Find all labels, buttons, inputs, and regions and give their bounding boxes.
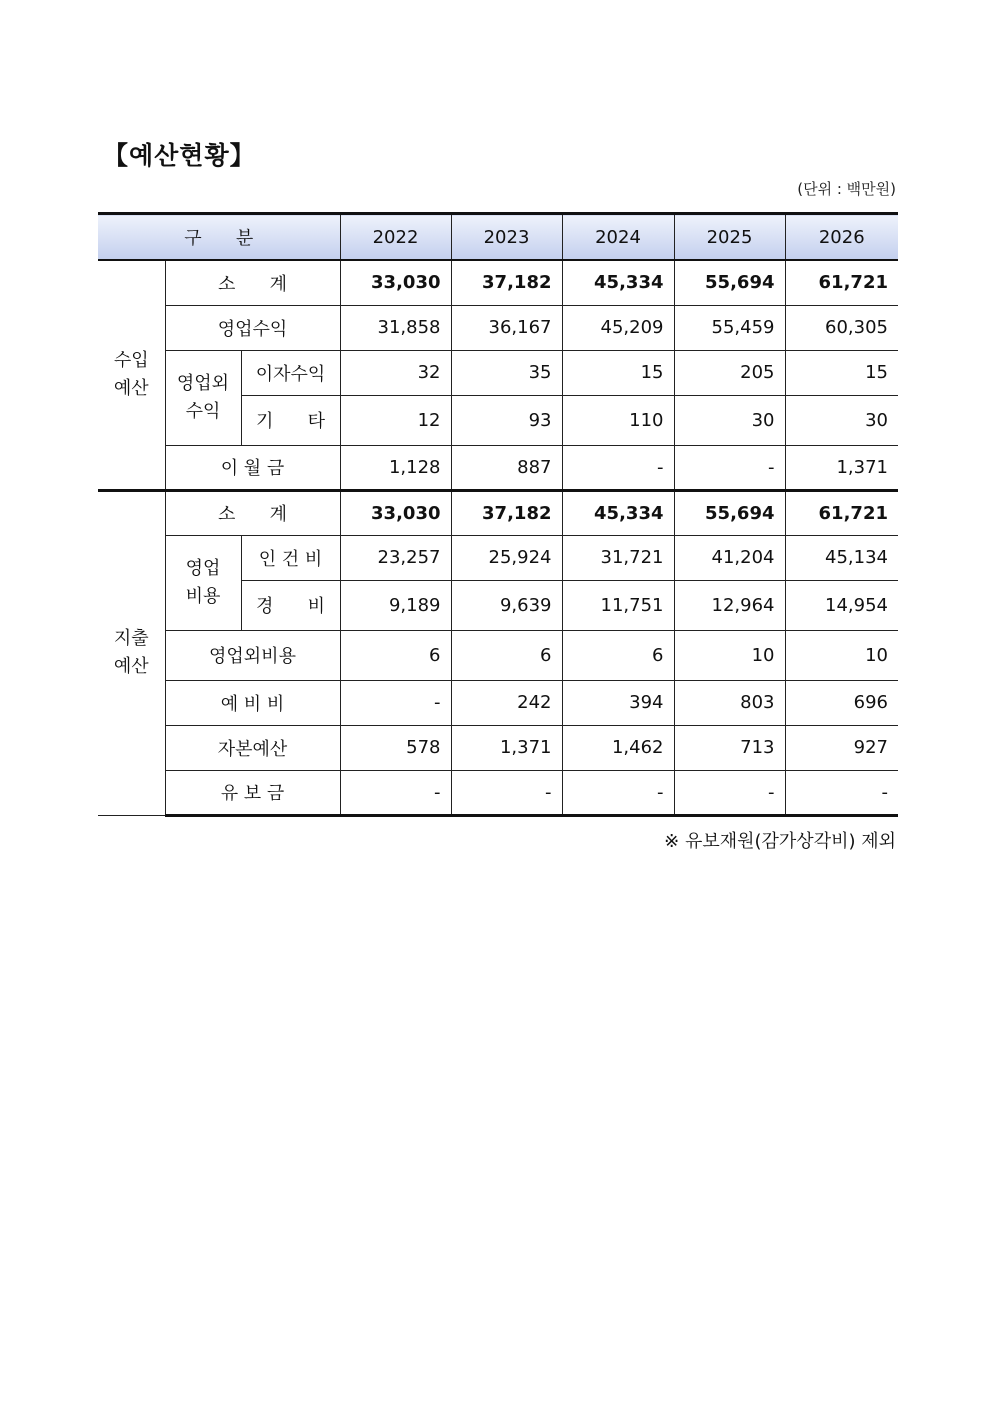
row-label: 예 비 비 [165, 680, 340, 725]
cell-value: 696 [785, 680, 898, 725]
row-label: 유 보 금 [165, 770, 340, 815]
row-label: 인 건 비 [241, 535, 340, 580]
cell-value: 30 [674, 395, 785, 445]
cell-value: 23,257 [340, 535, 451, 580]
header-year: 2022 [340, 214, 451, 261]
row-label: 자본예산 [165, 725, 340, 770]
cell-value: 6 [451, 630, 562, 680]
cell-value: 55,694 [674, 490, 785, 535]
cell-value: 10 [785, 630, 898, 680]
cell-value: 15 [785, 350, 898, 395]
cell-value: 45,334 [562, 490, 674, 535]
table-row [98, 350, 898, 395]
table-row [98, 305, 898, 350]
income-group-label: 수입 예산 [98, 260, 165, 490]
table-row [98, 535, 898, 580]
cell-value: 11,751 [562, 580, 674, 630]
cell-value: 887 [451, 445, 562, 490]
cell-value: 1,371 [451, 725, 562, 770]
cell-value: 45,334 [562, 260, 674, 305]
cell-value: 33,030 [340, 260, 451, 305]
cell-value: 55,459 [674, 305, 785, 350]
cell-value: - [562, 770, 674, 815]
cell-value: 394 [562, 680, 674, 725]
cell-value: 93 [451, 395, 562, 445]
header-year: 2026 [785, 214, 898, 261]
nonoperating-income-group: 영업외 수익 [165, 350, 241, 445]
row-label: 경 비 [241, 580, 340, 630]
cell-value: 31,858 [340, 305, 451, 350]
row-label: 소 계 [165, 490, 340, 535]
cell-value: 30 [785, 395, 898, 445]
cell-value: 60,305 [785, 305, 898, 350]
cell-value: 15 [562, 350, 674, 395]
cell-value: 578 [340, 725, 451, 770]
cell-value: 9,189 [340, 580, 451, 630]
cell-value: 205 [674, 350, 785, 395]
cell-value: - [451, 770, 562, 815]
page-title: 【예산현황】 [103, 141, 256, 170]
table-row [98, 445, 898, 490]
table-row [98, 770, 898, 815]
row-label: 이 월 금 [165, 445, 340, 490]
header-year: 2023 [451, 214, 562, 261]
budget-table [98, 212, 898, 817]
cell-value: 37,182 [451, 260, 562, 305]
cell-value: 14,954 [785, 580, 898, 630]
cell-value: 713 [674, 725, 785, 770]
cell-value: 12,964 [674, 580, 785, 630]
cell-value: 1,128 [340, 445, 451, 490]
row-label: 소 계 [165, 260, 340, 305]
row-label: 영업외비용 [165, 630, 340, 680]
header-year: 2024 [562, 214, 674, 261]
cell-value: 41,204 [674, 535, 785, 580]
cell-value: 36,167 [451, 305, 562, 350]
cell-value: 33,030 [340, 490, 451, 535]
cell-value: 803 [674, 680, 785, 725]
cell-value: 12 [340, 395, 451, 445]
cell-value: 35 [451, 350, 562, 395]
table-row [98, 725, 898, 770]
cell-value: - [562, 445, 674, 490]
header-category: 구 분 [98, 214, 340, 261]
cell-value: 6 [562, 630, 674, 680]
header-year: 2025 [674, 214, 785, 261]
cell-value: - [674, 770, 785, 815]
cell-value: 242 [451, 680, 562, 725]
row-label: 이자수익 [241, 350, 340, 395]
cell-value: 9,639 [451, 580, 562, 630]
cell-value: 927 [785, 725, 898, 770]
cell-value: - [340, 680, 451, 725]
cell-value: 45,134 [785, 535, 898, 580]
cell-value: 61,721 [785, 490, 898, 535]
cell-value: 6 [340, 630, 451, 680]
unit-label: (단위 : 백만원) [797, 180, 896, 198]
cell-value: 55,694 [674, 260, 785, 305]
cell-value: 32 [340, 350, 451, 395]
cell-value: 45,209 [562, 305, 674, 350]
cell-value: 110 [562, 395, 674, 445]
operating-expense-group: 영업 비용 [165, 535, 241, 630]
cell-value: - [785, 770, 898, 815]
cell-value: 61,721 [785, 260, 898, 305]
cell-value: 10 [674, 630, 785, 680]
expense-group-label: 지출 예산 [98, 490, 165, 815]
row-label: 영업수익 [165, 305, 340, 350]
row-label: 기 타 [241, 395, 340, 445]
cell-value: 37,182 [451, 490, 562, 535]
footnote: ※ 유보재원(감가상각비) 제외 [664, 831, 896, 852]
cell-value: 1,462 [562, 725, 674, 770]
cell-value: - [674, 445, 785, 490]
cell-value: 31,721 [562, 535, 674, 580]
table-row [98, 630, 898, 680]
cell-value: 25,924 [451, 535, 562, 580]
table-row [98, 260, 898, 305]
cell-value: - [340, 770, 451, 815]
header-row [98, 214, 898, 261]
cell-value: 1,371 [785, 445, 898, 490]
table-row [98, 490, 898, 535]
table-row [98, 680, 898, 725]
